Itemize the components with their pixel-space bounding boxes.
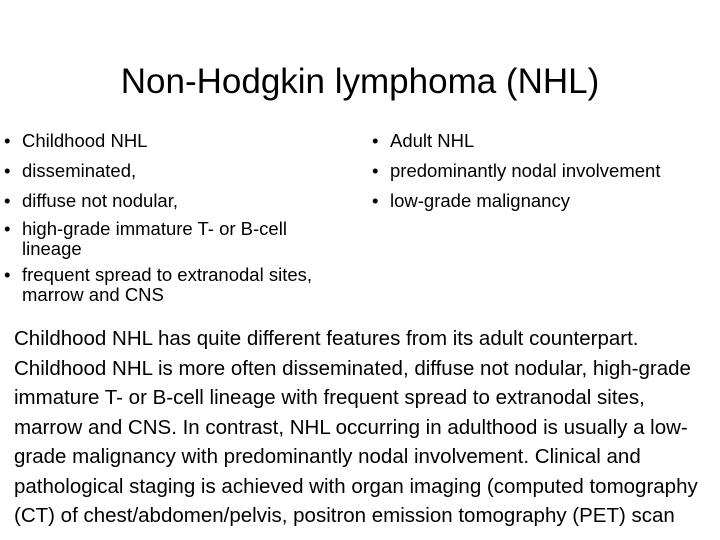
bullet-text: predominantly nodal involvement xyxy=(390,160,661,181)
bullet-marker: • xyxy=(4,130,11,151)
list-item xyxy=(4,129,344,153)
childhood-nhl-list xyxy=(4,129,344,311)
list-item xyxy=(4,219,344,259)
list-item xyxy=(372,189,712,213)
bullet-text: Childhood NHL xyxy=(22,130,148,151)
bullet-marker: • xyxy=(372,160,379,181)
bullet-marker: • xyxy=(4,264,11,285)
adult-nhl-list xyxy=(372,129,712,219)
bullet-text: Adult NHL xyxy=(390,130,475,151)
list-item xyxy=(4,159,344,183)
bullet-text: low-grade malignancy xyxy=(390,190,570,211)
list-item xyxy=(372,159,712,183)
bullet-text: frequent spread to extranodal sites, marrow and CNS xyxy=(22,264,313,305)
bullet-marker: • xyxy=(4,190,11,211)
list-item xyxy=(372,129,712,153)
bullet-text: high-grade immature T- or B-cell lineage xyxy=(22,218,287,259)
list-item xyxy=(4,265,344,305)
bullet-marker: • xyxy=(372,130,379,151)
bullet-text: disseminated, xyxy=(22,160,137,181)
bullet-marker: • xyxy=(4,160,11,181)
speaker-notes: Childhood NHL has quite different features from its adult counterpart. Childhood NHL is more often disseminated, diffuse not nodular, high-grade immature T- or B-cell lineage with frequent spread to extranodal sites, marrow and CNS. In contrast, NHL occurring in adulthood is usually a low-grade malignancy with predominantly nodal involvement. Clinical and pathological staging is achieved with organ imaging (computed tomography (CT) of chest/abdomen/pelvis, positron emission tomography (PET) scan xyxy=(14,327,698,527)
bullet-marker: • xyxy=(372,190,379,211)
slide-title: Non-Hodgkin lymphoma (NHL) xyxy=(120,62,600,101)
bullet-text: diffuse not nodular, xyxy=(22,190,179,211)
list-item xyxy=(4,189,344,213)
bullet-marker: • xyxy=(4,218,11,239)
